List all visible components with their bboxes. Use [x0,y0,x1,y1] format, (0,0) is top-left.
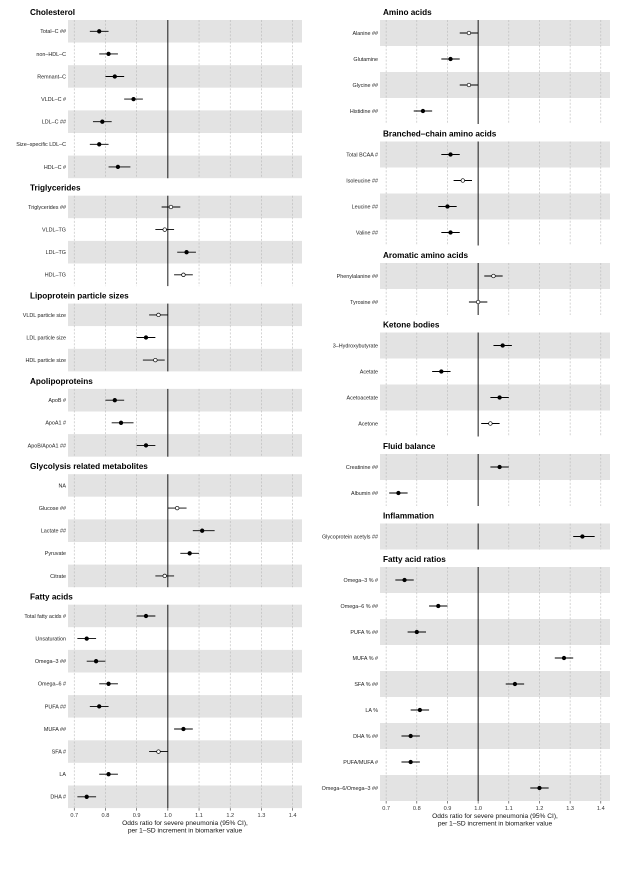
row-label: 3–Hydroxybutyrate [332,343,378,350]
section-amino-acids [350,8,610,124]
row-label: LDL particle size [26,335,66,342]
row-label: VLDL–C # [41,97,66,103]
point-estimate-significant [415,630,419,634]
row-label: Lactate ## [40,528,66,535]
row-label: HDL–C # [43,164,66,171]
x-tick-label: 1.2 [226,813,235,820]
point-estimate-nonsignificant [163,228,167,232]
section-title: Triglycerides [30,183,81,193]
x-tick-label: 0.7 [382,806,391,812]
row-background [68,519,302,542]
section-panel [322,524,610,550]
section-title: Glycolysis related metabolites [30,462,148,472]
point-estimate-significant [418,708,422,712]
point-estimate-significant [97,30,101,34]
row-label: SFA # [51,749,66,756]
x-tick-label: 1.0 [474,806,483,812]
forest-column-2 [322,8,610,828]
point-estimate-significant [409,734,413,738]
row-background [380,480,610,506]
forest-column-1 [16,8,302,835]
row-label: HDL–TG [44,272,66,279]
point-estimate-nonsignificant [163,574,167,578]
row-label: Glucose ## [38,506,66,512]
row-label: PUFA % ## [350,629,378,636]
row-label: non–HDL–C [36,51,66,58]
section-glycolysis-related-metabolites [30,462,302,587]
x-axis-title-line2: per 1–SD increment in biomarker value [127,827,243,835]
point-estimate-significant [501,344,505,348]
section-title: Amino acids [383,8,432,17]
section-title: Cholesterol [30,8,76,17]
row-label: Remnant–C [37,74,66,81]
row-label: Omega–6/Omega–3 ## [321,785,378,792]
row-background [380,194,610,220]
row-background [68,65,302,88]
row-background [380,671,610,697]
row-background [380,567,610,593]
row-label: Glutamine [353,56,378,63]
section-panel [333,333,610,437]
point-estimate-significant [498,465,502,469]
point-estimate-significant [581,535,585,539]
point-estimate-significant [94,659,98,663]
row-background [68,627,302,650]
x-tick-label: 0.9 [443,806,452,812]
point-estimate-nonsignificant [467,31,471,35]
row-label: Glycine ## [352,82,378,89]
x-tick-label: 0.8 [412,806,421,812]
point-estimate-nonsignificant [157,750,161,754]
row-background [68,156,302,179]
point-estimate-significant [144,336,148,340]
section-title: Ketone bodies [383,320,440,330]
row-background [380,289,610,315]
row-label: Omega–3 % # [343,577,378,584]
x-tick-label: 0.9 [132,813,141,820]
row-background [380,72,610,98]
row-label: MUFA ## [43,726,66,733]
section-title: Apolipoproteins [30,376,93,386]
row-label: MUFA % # [352,655,378,662]
point-estimate-significant [113,398,117,402]
row-label: Unsaturation [35,636,66,643]
section-panel [24,605,302,808]
section-title: Fluid balance [383,442,436,451]
point-estimate-significant [85,637,89,641]
x-axis-title-line1: Odds ratio for severe pneumonia (95% CI), [432,813,558,820]
section-title: Fatty acid ratios [383,555,446,564]
row-label: LDL–TG [45,250,66,257]
row-label: Valine ## [355,230,378,237]
row-background [68,304,302,327]
row-label: Isoleucine ## [346,178,378,185]
row-label: Creatinine ## [345,464,378,471]
row-label: Albumin ## [351,490,378,497]
x-tick-label: 1.4 [596,806,605,812]
point-estimate-significant [144,444,148,448]
point-estimate-significant [436,604,440,608]
row-label: Phenylalanine ## [336,273,378,280]
row-label: ApoB/ApoA1 ## [27,443,66,450]
x-tick-label: 1.2 [535,806,544,812]
point-estimate-significant [449,231,453,235]
row-background [68,349,302,372]
point-estimate-significant [188,552,192,556]
row-background [380,142,610,168]
point-estimate-significant [185,250,189,254]
point-estimate-significant [97,143,101,147]
row-label: Total fatty acids # [24,613,66,620]
point-estimate-significant [85,795,89,799]
row-label: ApoB # [48,398,66,405]
row-background [68,474,302,497]
row-label: SFA % ## [354,681,378,688]
point-estimate-nonsignificant [467,83,471,87]
row-background [380,359,610,385]
row-background [380,593,610,619]
row-label: Acetate [359,369,378,376]
row-background [380,46,610,72]
point-estimate-significant [498,396,502,400]
row-background [380,168,610,194]
point-estimate-nonsignificant [492,274,496,278]
row-label: Omega–3 ## [34,659,66,666]
point-estimate-nonsignificant [154,358,158,362]
section-title: Branched–chain amino acids [383,129,497,139]
point-estimate-significant [440,370,444,374]
point-estimate-significant [97,705,101,709]
section-lipoprotein-particle-sizes [23,292,302,372]
point-estimate-significant [421,109,425,113]
point-estimate-significant [513,682,517,686]
section-panel [350,20,610,124]
section-panel [28,389,302,457]
x-tick-label: 1.1 [504,806,513,812]
row-background [68,605,302,628]
section-fatty-acid-ratios [322,555,610,801]
row-background [68,389,302,412]
row-background [380,20,610,46]
point-estimate-significant [446,205,450,209]
row-label: Triglycerides ## [28,204,66,211]
section-apolipoproteins [28,377,302,457]
x-axis-title-line1: Odds ratio for severe pneumonia (95% CI), [122,820,248,828]
point-estimate-significant [107,772,111,776]
row-label: Acetoacetate [346,395,378,402]
section-panel [39,474,302,587]
row-label: NA [58,483,66,490]
row-background [68,434,302,457]
point-estimate-nonsignificant [169,205,173,209]
point-estimate-nonsignificant [182,273,186,277]
row-label: Tyrosine ## [350,299,378,306]
point-estimate-significant [144,614,148,618]
point-estimate-significant [562,656,566,660]
section-inflammation [322,512,610,550]
row-background [68,740,302,763]
row-label: LA [59,772,66,779]
section-title: Lipoprotein particle sizes [30,291,129,301]
row-label: Glycoprotein acetyls ## [321,534,378,541]
point-estimate-significant [119,421,123,425]
row-label: Omega–6 % ## [340,603,378,610]
x-axis-title-line2: per 1–SD increment in biomarker value [437,820,553,828]
row-label: Total BCAA # [346,152,378,159]
point-estimate-significant [132,97,136,101]
x-tick-label: 1.4 [288,813,297,820]
row-label: PUFA ## [44,704,66,711]
point-estimate-significant [397,491,401,495]
row-background [380,645,610,671]
row-background [68,786,302,809]
row-label: DHA # [50,794,66,801]
row-label: Omega–6 # [37,681,66,688]
point-estimate-significant [101,120,105,124]
point-estimate-significant [403,578,407,582]
row-label: Pyruvate [44,551,66,558]
point-estimate-significant [449,153,453,157]
row-background [380,220,610,246]
section-panel [322,567,610,801]
x-tick-label: 0.7 [70,813,79,820]
point-estimate-significant [200,529,204,533]
section-panel [337,263,610,315]
section-title: Fatty acids [30,592,73,602]
row-label: HDL particle size [25,358,66,364]
row-background [68,326,302,349]
row-label: LA % [365,707,378,714]
point-estimate-nonsignificant [476,300,480,304]
point-estimate-significant [107,52,111,56]
point-estimate-significant [116,165,120,169]
point-estimate-nonsignificant [175,506,179,510]
x-tick-label: 1.1 [195,813,203,820]
row-background [380,775,610,801]
point-estimate-nonsignificant [489,422,493,426]
row-label: Histidine ## [349,108,378,115]
row-background [68,88,302,111]
x-tick-label: 1.3 [566,806,575,812]
section-triglycerides [28,184,302,286]
row-background [68,412,302,435]
point-estimate-significant [107,682,111,686]
row-label: ApoA1 # [45,420,66,427]
section-aromatic-amino-acids [337,251,610,315]
row-label: Leucine ## [351,204,378,211]
section-branched-chain-amino-acids [346,130,610,246]
section-panel [23,304,302,372]
point-estimate-nonsignificant [157,313,161,317]
section-panel [346,142,610,246]
section-fluid-balance [346,442,610,506]
row-label: Citrate [50,573,66,580]
row-label: LDL–C ## [41,119,66,126]
section-panel [28,196,302,286]
row-label: Size–specific LDL–C [16,142,66,149]
x-tick-label: 1.0 [163,813,172,820]
row-background [68,218,302,241]
row-label: VLDL–TG [42,227,66,234]
x-tick-label: 1.3 [257,813,266,820]
section-title: Aromatic amino acids [383,251,469,260]
section-title: Inflammation [383,511,434,521]
section-fatty-acids [24,593,302,808]
section-ketone-bodies [333,321,610,437]
point-estimate-nonsignificant [461,179,465,183]
point-estimate-significant [449,57,453,61]
point-estimate-significant [409,760,413,764]
row-label: Acetone [358,421,378,428]
row-background [68,565,302,588]
section-panel [346,454,610,506]
x-axis [382,801,604,828]
row-label: PUFA/MUFA # [343,759,378,766]
row-background [68,196,302,219]
row-label: DHA % ## [353,733,378,740]
x-axis [70,808,296,835]
point-estimate-significant [182,727,186,731]
row-label: Total–C ## [40,29,66,36]
section-cholesterol [16,8,302,178]
point-estimate-significant [113,75,117,79]
row-label: Alanine ## [352,30,378,37]
point-estimate-significant [538,786,542,790]
row-label: VLDL particle size [22,312,66,319]
x-tick-label: 0.8 [101,813,110,820]
section-panel [16,20,302,178]
